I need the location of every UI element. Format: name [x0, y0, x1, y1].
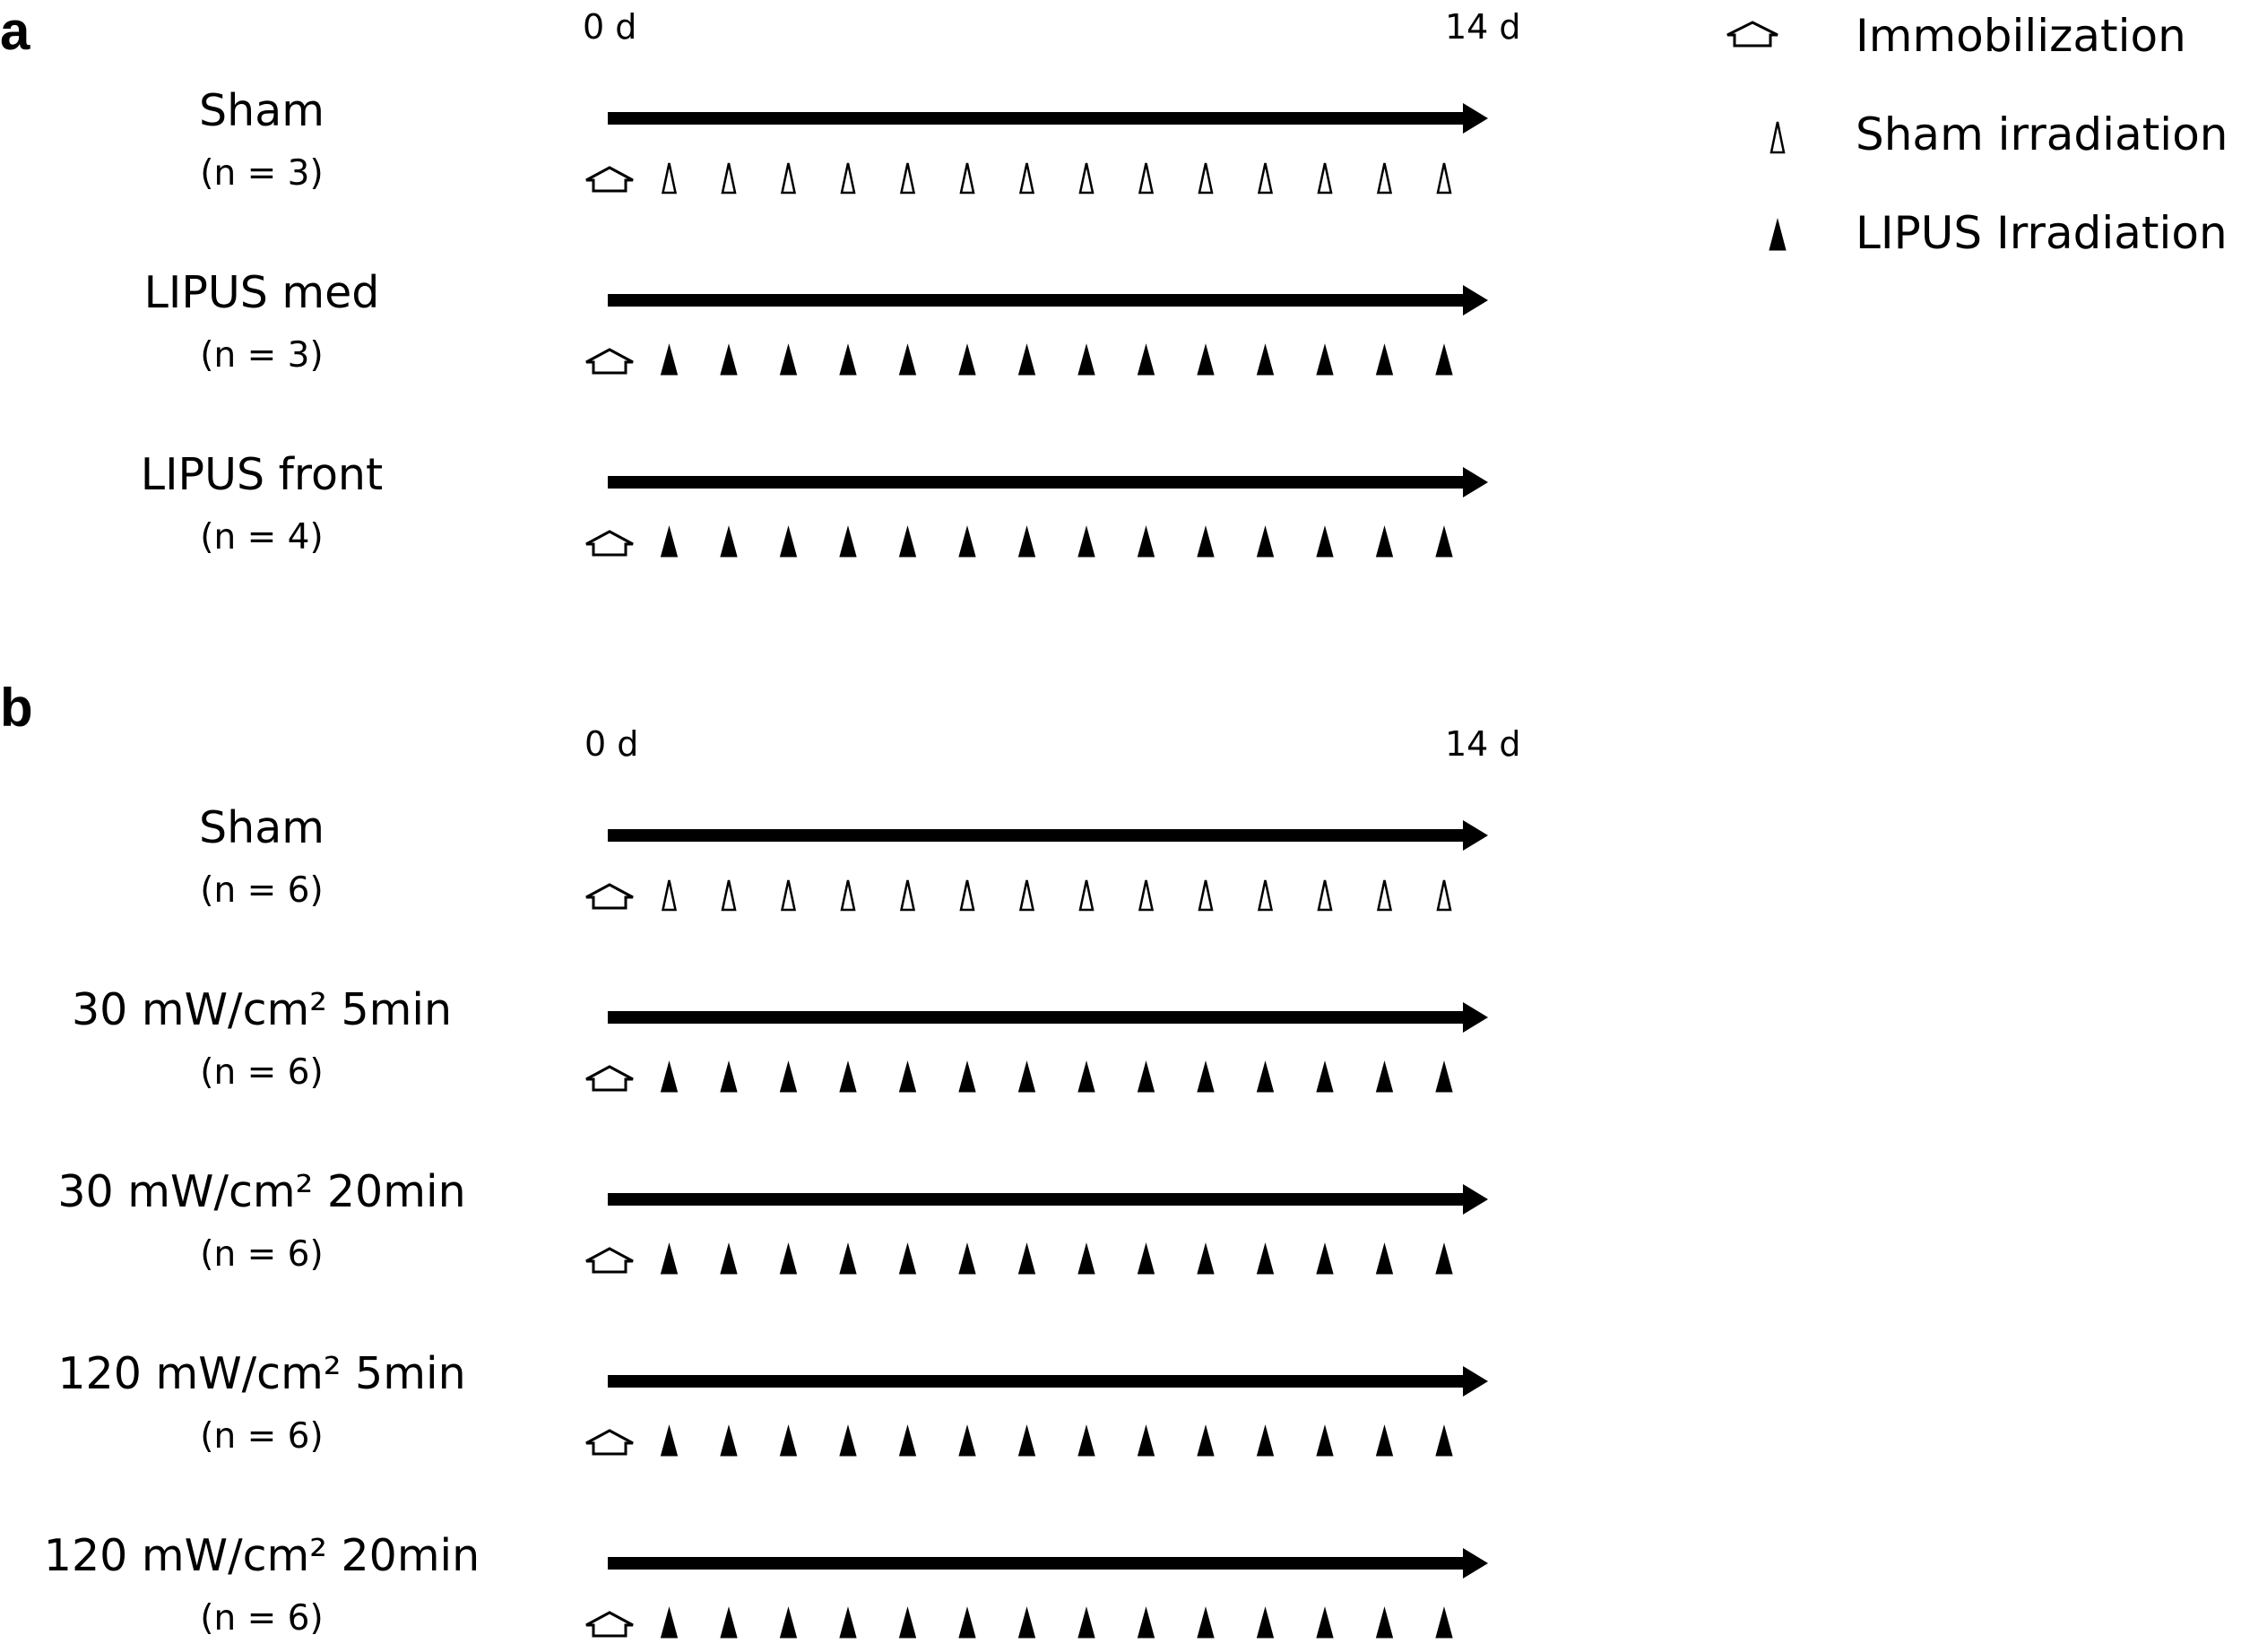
legend-item-immobilization	[1727, 10, 2186, 62]
sham-irradiation-marker	[1319, 163, 1331, 193]
lipus-irradiation-marker	[900, 1062, 916, 1092]
end-day-label: 14 d	[1445, 724, 1521, 764]
timeline-arrowhead	[1463, 1002, 1488, 1033]
group-name: 120 mW/cm² 20min	[43, 1530, 480, 1581]
start-day-label: 0 d	[583, 7, 637, 47]
lipus-irradiation-marker	[959, 345, 975, 375]
lipus-irradiation-marker	[1436, 527, 1452, 557]
group-row	[57, 1348, 1488, 1457]
timeline-arrowhead	[1463, 820, 1488, 851]
lipus-irradiation-marker	[1019, 345, 1035, 375]
lipus-irradiation-marker	[1436, 1062, 1452, 1092]
sham-irradiation-marker	[1379, 880, 1391, 910]
lipus-irradiation-marker	[1377, 1608, 1393, 1638]
timeline-arrowhead	[1463, 467, 1488, 497]
sham-irradiation-marker	[842, 163, 854, 193]
group-name: Sham	[199, 85, 324, 136]
lipus-irradiation-marker	[959, 527, 975, 557]
group-n-label: (n = 4)	[200, 517, 324, 558]
lipus-irradiation-marker	[1138, 1062, 1155, 1092]
lipus-irradiation-marker	[1078, 527, 1095, 557]
lipus-irradiation-marker	[900, 345, 916, 375]
immobilization-arrow-icon	[586, 168, 633, 191]
lipus-irradiation-marker	[1436, 1426, 1452, 1456]
lipus-irradiation-marker	[1019, 1244, 1035, 1274]
lipus-irradiation-marker	[840, 1608, 856, 1638]
group-n-label: (n = 6)	[200, 1234, 324, 1275]
lipus-irradiation-marker	[721, 1608, 737, 1638]
lipus-irradiation-marker	[1317, 1062, 1333, 1092]
lipus-irradiation-marker	[1138, 1426, 1155, 1456]
lipus-irradiation-marker	[1436, 1244, 1452, 1274]
group-name: Sham	[199, 802, 324, 853]
lipus-irradiation-marker	[959, 1426, 975, 1456]
sham-irradiation-marker	[1080, 880, 1093, 910]
group-name: 120 mW/cm² 5min	[57, 1348, 466, 1399]
legend-item-lipus-irradiation	[1769, 207, 2228, 259]
immobilization-arrow-icon	[586, 350, 633, 373]
timeline-arrowhead	[1463, 285, 1488, 316]
lipus-irradiation-marker	[1377, 1062, 1393, 1092]
panel-a	[0, 1, 1521, 558]
lipus-irradiation-marker	[781, 1062, 797, 1092]
lipus-irradiation-marker	[662, 527, 678, 557]
start-day-label: 0 d	[584, 724, 639, 764]
lipus-irradiation-marker	[959, 1244, 975, 1274]
sham-irradiation-marker	[1199, 163, 1212, 193]
sham-irradiation-marker	[722, 163, 735, 193]
lipus-irradiation-marker	[721, 1426, 737, 1456]
sham-irradiation-marker	[1319, 880, 1331, 910]
legend-label: LIPUS Irradiation	[1856, 207, 2228, 259]
sham-irradiation-marker	[663, 163, 676, 193]
sham-irradiation-marker	[902, 880, 914, 910]
lipus-irradiation-marker	[1436, 1608, 1452, 1638]
lipus-irradiation-marker	[1377, 1244, 1393, 1274]
sham-irradiation-marker	[1140, 880, 1153, 910]
sham-irradiation-marker	[783, 880, 795, 910]
lipus-irradiation-marker	[1019, 527, 1035, 557]
legend-label: Sham irradiation	[1856, 108, 2228, 160]
lipus-irradiation-marker	[1138, 345, 1155, 375]
lipus-irradiation-marker	[840, 1426, 856, 1456]
end-day-label: 14 d	[1445, 7, 1521, 47]
lipus-irradiation-marker	[1258, 1426, 1274, 1456]
lipus-irradiation-marker	[721, 345, 737, 375]
lipus-irradiation-marker	[662, 1062, 678, 1092]
lipus-irradiation-marker	[1019, 1608, 1035, 1638]
lipus-irradiation-marker	[1138, 1244, 1155, 1274]
immobilization-arrow-icon	[586, 532, 633, 555]
lipus-irradiation-marker	[1258, 345, 1274, 375]
lipus-irradiation-marker	[900, 1244, 916, 1274]
lipus-irradiation-marker	[1198, 527, 1214, 557]
lipus-irradiation-marker	[721, 1062, 737, 1092]
lipus-irradiation-marker	[781, 1244, 797, 1274]
group-name: LIPUS front	[140, 449, 384, 500]
group-name: 30 mW/cm² 20min	[57, 1166, 466, 1217]
lipus-irradiation-marker	[781, 527, 797, 557]
lipus-irradiation-marker	[1078, 1062, 1095, 1092]
sham-irradiation-marker	[1259, 163, 1272, 193]
sham-triangle-icon	[1771, 122, 1784, 152]
timeline-arrowhead	[1463, 1548, 1488, 1578]
lipus-irradiation-marker	[1078, 345, 1095, 375]
lipus-irradiation-marker	[1078, 1608, 1095, 1638]
sham-irradiation-marker	[842, 880, 854, 910]
panel-letter: b	[0, 678, 33, 738]
legend-label: Immobilization	[1856, 10, 2186, 62]
immobilization-arrow-icon	[586, 1249, 633, 1272]
lipus-irradiation-marker	[1258, 1062, 1274, 1092]
group-row	[199, 85, 1488, 194]
sham-irradiation-marker	[1438, 880, 1450, 910]
sham-irradiation-marker	[1021, 880, 1034, 910]
group-n-label: (n = 6)	[200, 1416, 324, 1457]
sham-irradiation-marker	[961, 880, 973, 910]
sham-irradiation-marker	[1438, 163, 1450, 193]
group-name: LIPUS med	[143, 267, 380, 318]
lipus-irradiation-marker	[781, 1608, 797, 1638]
lipus-irradiation-marker	[1317, 527, 1333, 557]
sham-irradiation-marker	[1379, 163, 1391, 193]
lipus-irradiation-marker	[1317, 345, 1333, 375]
panel-b	[0, 678, 1521, 1639]
timeline-arrowhead	[1463, 1366, 1488, 1397]
lipus-irradiation-marker	[1138, 527, 1155, 557]
lipus-irradiation-marker	[1377, 345, 1393, 375]
group-rows	[44, 802, 1488, 1639]
lipus-irradiation-marker	[840, 1244, 856, 1274]
lipus-irradiation-marker	[1377, 1426, 1393, 1456]
immobilization-arrow-icon	[586, 1431, 633, 1454]
lipus-irradiation-marker	[900, 527, 916, 557]
lipus-irradiation-marker	[959, 1062, 975, 1092]
sham-irradiation-marker	[1080, 163, 1093, 193]
sham-irradiation-marker	[1140, 163, 1153, 193]
lipus-irradiation-marker	[1198, 345, 1214, 375]
group-row	[72, 984, 1488, 1093]
group-n-label: (n = 3)	[200, 153, 324, 194]
sham-irradiation-marker	[663, 880, 676, 910]
lipus-irradiation-marker	[1317, 1608, 1333, 1638]
group-row	[144, 267, 1488, 376]
immobilization-arrow-icon	[586, 1613, 633, 1636]
sham-irradiation-marker	[902, 163, 914, 193]
sham-irradiation-marker	[1259, 880, 1272, 910]
group-n-label: (n = 6)	[200, 1598, 324, 1639]
legend	[1727, 10, 2228, 259]
immobilization-arrow-icon	[586, 1067, 633, 1090]
lipus-irradiation-marker	[1078, 1244, 1095, 1274]
timeline-arrowhead	[1463, 103, 1488, 134]
lipus-irradiation-marker	[662, 1244, 678, 1274]
lipus-irradiation-marker	[1198, 1062, 1214, 1092]
group-row	[44, 1530, 1488, 1639]
lipus-irradiation-marker	[1317, 1426, 1333, 1456]
lipus-irradiation-marker	[781, 345, 797, 375]
lipus-irradiation-marker	[1198, 1244, 1214, 1274]
lipus-irradiation-marker	[1317, 1244, 1333, 1274]
sham-irradiation-marker	[961, 163, 973, 193]
sham-irradiation-marker	[1199, 880, 1212, 910]
lipus-irradiation-marker	[662, 345, 678, 375]
lipus-irradiation-marker	[1019, 1062, 1035, 1092]
lipus-irradiation-marker	[900, 1426, 916, 1456]
lipus-irradiation-marker	[840, 345, 856, 375]
group-rows	[141, 85, 1488, 558]
lipus-irradiation-marker	[1258, 1244, 1274, 1274]
sham-irradiation-marker	[722, 880, 735, 910]
lipus-irradiation-marker	[721, 527, 737, 557]
timeline-arrowhead	[1463, 1184, 1488, 1215]
lipus-irradiation-marker	[1138, 1608, 1155, 1638]
group-row	[57, 1166, 1488, 1275]
panel-letter: a	[0, 1, 30, 61]
lipus-irradiation-marker	[1377, 527, 1393, 557]
lipus-irradiation-marker	[1258, 527, 1274, 557]
lipus-irradiation-marker	[1198, 1426, 1214, 1456]
lipus-irradiation-marker	[900, 1608, 916, 1638]
sham-irradiation-marker	[1021, 163, 1034, 193]
group-row	[141, 449, 1488, 558]
immobilization-arrow-icon	[1727, 22, 1778, 46]
immobilization-arrow-icon	[586, 885, 633, 908]
lipus-irradiation-marker	[662, 1608, 678, 1638]
group-name: 30 mW/cm² 5min	[71, 984, 453, 1035]
lipus-irradiation-marker	[840, 1062, 856, 1092]
lipus-irradiation-marker	[662, 1426, 678, 1456]
lipus-irradiation-marker	[721, 1244, 737, 1274]
lipus-irradiation-marker	[959, 1608, 975, 1638]
lipus-triangle-icon	[1769, 220, 1786, 250]
lipus-irradiation-marker	[781, 1426, 797, 1456]
sham-irradiation-marker	[783, 163, 795, 193]
legend-item-sham-irradiation	[1771, 108, 2228, 160]
lipus-irradiation-marker	[1078, 1426, 1095, 1456]
lipus-irradiation-marker	[1198, 1608, 1214, 1638]
group-n-label: (n = 6)	[200, 870, 324, 911]
lipus-irradiation-marker	[840, 527, 856, 557]
group-n-label: (n = 3)	[200, 335, 324, 376]
lipus-irradiation-marker	[1258, 1608, 1274, 1638]
lipus-irradiation-marker	[1019, 1426, 1035, 1456]
group-row	[199, 802, 1488, 911]
group-n-label: (n = 6)	[200, 1052, 324, 1093]
lipus-irradiation-marker	[1436, 345, 1452, 375]
